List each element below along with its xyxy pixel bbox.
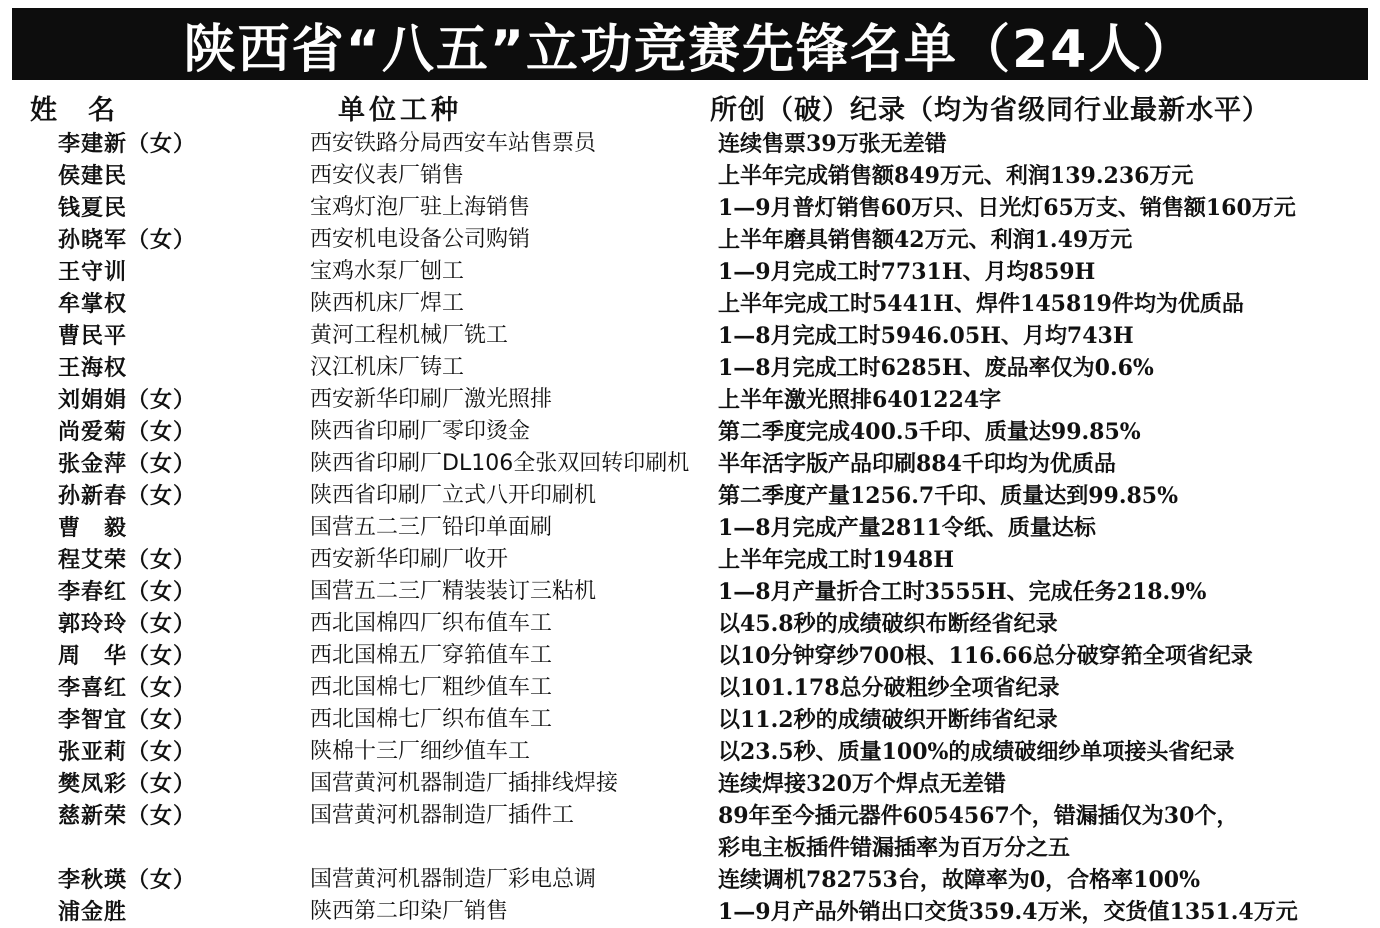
person-name: 李喜红（女） — [58, 675, 197, 701]
person-name: 樊凤彩（女） — [58, 771, 197, 797]
person-name: 李智宜（女） — [58, 707, 197, 733]
record-line: 89年至今插元器件6054567个，错漏插仅为30个， — [718, 803, 1239, 829]
unit-and-trade: 陕西省印刷厂立式八开印刷机 — [310, 483, 597, 508]
person-name: 慈新荣（女） — [58, 803, 197, 829]
unit-and-trade: 西安机电设备公司购销 — [310, 227, 531, 252]
unit-and-trade: 陕西第二印染厂销售 — [310, 899, 509, 924]
roster-row — [0, 384, 1380, 416]
roster-row — [0, 544, 1380, 576]
record-achievement — [718, 256, 1368, 288]
record-achievement — [718, 224, 1368, 256]
person-name: 王海权 — [58, 355, 128, 381]
record-line: 1—8月完成工时6285H、废品率仅为0.6% — [718, 355, 1154, 381]
unit-and-trade: 陕棉十三厂细纱值车工 — [310, 739, 531, 764]
record-achievement — [718, 384, 1368, 416]
person-name: 张金萍（女） — [58, 451, 197, 477]
unit-and-trade: 西北国棉四厂织布值车工 — [310, 611, 553, 636]
roster-row — [0, 768, 1380, 800]
person-name: 李春红（女） — [58, 579, 197, 605]
roster-row — [0, 192, 1380, 224]
unit-and-trade: 国营黄河机器制造厂插件工 — [310, 803, 575, 828]
record-line: 1—9月普灯销售60万只、日光灯65万支、销售额160万元 — [718, 195, 1296, 221]
person-name: 李秋瑛（女） — [58, 867, 197, 893]
record-line: 以11.2秒的成绩破织开断纬省纪录 — [718, 707, 1058, 733]
header-unit: 单位工种 — [338, 95, 462, 126]
record-achievement — [718, 160, 1368, 192]
roster-row — [0, 736, 1380, 768]
person-name: 孙新春（女） — [58, 483, 197, 509]
title-banner — [12, 8, 1368, 80]
record-achievement — [718, 864, 1368, 896]
record-line: 第二季度完成400.5千印、质量达99.85% — [718, 419, 1141, 445]
record-line: 上半年完成销售额849万元、利润139.236万元 — [718, 163, 1194, 189]
record-line: 1—8月产量折合工时3555H、完成任务218.9% — [718, 579, 1207, 605]
unit-and-trade: 国营黄河机器制造厂彩电总调 — [310, 867, 597, 892]
record-achievement — [718, 512, 1368, 544]
roster-list — [0, 128, 1380, 928]
record-achievement — [718, 448, 1368, 480]
roster-row — [0, 416, 1380, 448]
roster-row — [0, 128, 1380, 160]
record-line: 1—9月产品外销出口交货359.4万米，交货值1351.4万元 — [718, 899, 1298, 925]
unit-and-trade: 宝鸡水泵厂刨工 — [310, 259, 465, 284]
header-record: 所创（破）纪录（均为省级同行业最新水平） — [710, 95, 1270, 126]
record-achievement — [718, 640, 1368, 672]
record-achievement — [718, 896, 1368, 928]
record-achievement — [718, 704, 1368, 736]
header-name: 姓 名 — [30, 95, 117, 126]
unit-and-trade: 汉江机床厂铸工 — [310, 355, 465, 380]
column-headers — [0, 84, 1380, 128]
record-line: 连续焊接320万个焊点无差错 — [718, 771, 1006, 797]
person-name: 程艾荣（女） — [58, 547, 197, 573]
roster-row — [0, 160, 1380, 192]
record-line: 半年活字版产品印刷884千印均为优质品 — [718, 451, 1116, 477]
person-name: 李建新（女） — [58, 131, 197, 157]
record-line: 1—8月完成工时5946.05H、月均743H — [718, 323, 1134, 349]
person-name: 张亚莉（女） — [58, 739, 197, 765]
record-line: 上半年磨具销售额42万元、利润1.49万元 — [718, 227, 1133, 253]
record-line: 以45.8秒的成绩破织布断经省纪录 — [718, 611, 1058, 637]
unit-and-trade: 国营黄河机器制造厂插排线焊接 — [310, 771, 619, 796]
person-name: 郭玲玲（女） — [58, 611, 197, 637]
person-name: 侯建民 — [58, 163, 128, 189]
roster-row — [0, 576, 1380, 608]
unit-and-trade: 西安新华印刷厂收开 — [310, 547, 509, 572]
record-achievement — [718, 192, 1368, 224]
record-achievement — [718, 320, 1368, 352]
record-achievement — [718, 672, 1368, 704]
roster-row — [0, 512, 1380, 544]
record-line: 彩电主板插件错漏插率为百万分之五 — [718, 835, 1071, 861]
record-achievement — [718, 576, 1368, 608]
unit-and-trade: 黄河工程机械厂铣工 — [310, 323, 509, 348]
record-achievement — [718, 544, 1368, 576]
unit-and-trade: 国营五二三厂铅印单面刷 — [310, 515, 553, 540]
record-line: 第二季度产量1256.7千印、质量达到99.85% — [718, 483, 1178, 509]
record-achievement — [718, 608, 1368, 640]
record-achievement — [718, 288, 1368, 320]
roster-row — [0, 704, 1380, 736]
unit-and-trade: 西安铁路分局西安车站售票员 — [310, 131, 597, 156]
unit-and-trade: 宝鸡灯泡厂驻上海销售 — [310, 195, 531, 220]
person-name: 尚爱菊（女） — [58, 419, 197, 445]
record-achievement — [718, 800, 1368, 864]
unit-and-trade: 西北国棉七厂织布值车工 — [310, 707, 553, 732]
roster-row — [0, 640, 1380, 672]
document-title: 陕西省“八五”立功竞赛先锋名单（24人） — [183, 19, 1197, 80]
unit-and-trade: 西安仪表厂销售 — [310, 163, 465, 188]
unit-and-trade: 西安新华印刷厂激光照排 — [310, 387, 553, 412]
record-line: 上半年激光照排6401224字 — [718, 387, 1002, 413]
roster-row — [0, 480, 1380, 512]
roster-row — [0, 864, 1380, 896]
unit-and-trade: 陕西机床厂焊工 — [310, 291, 465, 316]
unit-and-trade: 国营五二三厂精装装订三粘机 — [310, 579, 597, 604]
record-line: 上半年完成工时1948H — [718, 547, 955, 573]
roster-row — [0, 320, 1380, 352]
record-line: 连续调机782753台，故障率为0，合格率100% — [718, 867, 1200, 893]
person-name: 浦金胜 — [58, 899, 128, 925]
roster-row — [0, 672, 1380, 704]
record-line: 以10分钟穿纱700根、116.66总分破穿筘全项省纪录 — [718, 643, 1253, 669]
roster-row — [0, 448, 1380, 480]
roster-row — [0, 800, 1380, 864]
roster-row — [0, 352, 1380, 384]
record-achievement — [718, 352, 1368, 384]
record-achievement — [718, 128, 1368, 160]
roster-row — [0, 256, 1380, 288]
person-name: 王守训 — [58, 259, 128, 285]
roster-row — [0, 896, 1380, 928]
record-line: 以23.5秒、质量100%的成绩破细纱单项接头省纪录 — [718, 739, 1235, 765]
roster-row — [0, 224, 1380, 256]
record-line: 上半年完成工时5441H、焊件145819件均为优质品 — [718, 291, 1244, 317]
record-achievement — [718, 480, 1368, 512]
record-line: 连续售票39万张无差错 — [718, 131, 947, 157]
roster-row — [0, 288, 1380, 320]
person-name: 曹 毅 — [58, 515, 128, 541]
unit-and-trade: 西北国棉七厂粗纱值车工 — [310, 675, 553, 700]
record-line: 以101.178总分破粗纱全项省纪录 — [718, 675, 1060, 701]
record-achievement — [718, 736, 1368, 768]
unit-and-trade: 西北国棉五厂穿筘值车工 — [310, 643, 553, 668]
unit-and-trade: 陕西省印刷厂DL106全张双回转印刷机 — [310, 451, 690, 476]
person-name: 周 华（女） — [58, 643, 197, 669]
unit-and-trade: 陕西省印刷厂零印烫金 — [310, 419, 531, 444]
person-name: 孙晓军（女） — [58, 227, 197, 253]
person-name: 刘娟娟（女） — [58, 387, 197, 413]
record-line: 1—8月完成产量2811令纸、质量达标 — [718, 515, 1096, 541]
record-achievement — [718, 768, 1368, 800]
record-line: 1—9月完成工时7731H、月均859H — [718, 259, 1096, 285]
person-name: 钱夏民 — [58, 195, 128, 221]
person-name: 牟掌权 — [58, 291, 128, 317]
record-achievement — [718, 416, 1368, 448]
person-name: 曹民平 — [58, 323, 128, 349]
roster-row — [0, 608, 1380, 640]
